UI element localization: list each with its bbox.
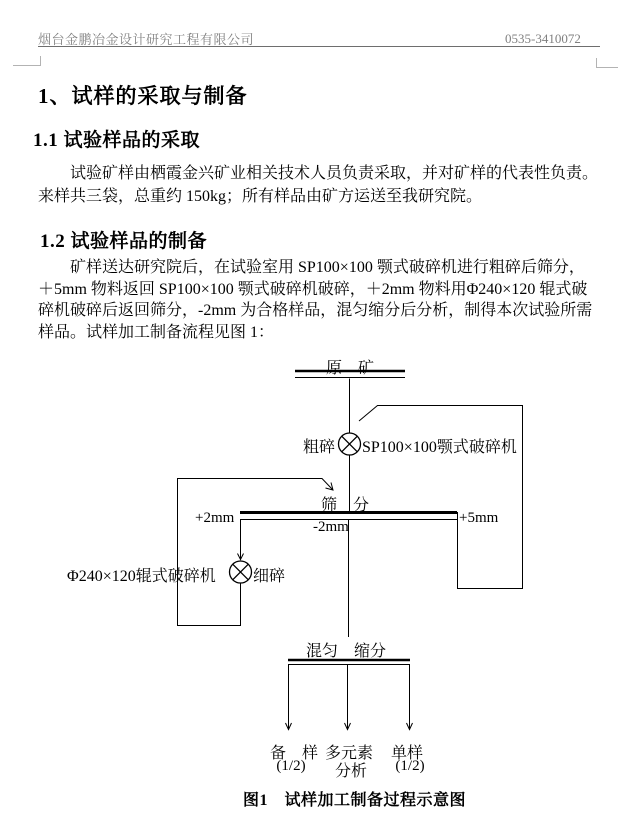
section-heading-1-2: 1.2 试验样品的制备: [40, 231, 208, 252]
label-plus2mm: +2mm: [195, 510, 235, 526]
paragraph-line: 试验矿样由栖霞金兴矿业相关技术人员负责采取，并对矿样的代表性负责。: [70, 165, 599, 182]
node-jaw-crusher: SP100×100颚式破碎机: [362, 439, 517, 456]
plus2-to-roll-line: [238, 520, 244, 560]
node-raw-ore: 原 矿: [325, 360, 374, 377]
paragraph-line: ＋5mm 物料返回 SP100×100 颚式破碎机破碎，＋2mm 物料用Φ240×120 辊式破: [38, 280, 588, 298]
node-single-fraction: (1/2): [395, 758, 425, 774]
label-minus2mm: -2mm: [313, 519, 349, 535]
jaw-crusher-symbol: [339, 433, 361, 455]
node-screen: 筛 分: [321, 497, 370, 514]
node-multi-element: 多元素: [324, 745, 373, 762]
page-title: 1、试样的采取与制备: [38, 84, 248, 108]
node-mix-divide: 混匀 缩分: [306, 643, 387, 660]
paragraph-line: 碎机破碎后返回筛分，-2mm 为合格样品，混匀缩分后分析，制得本次试验所需: [38, 302, 593, 319]
header-rule: [38, 46, 600, 47]
node-roll-crusher: Φ240×120辊式破碎机: [67, 568, 216, 585]
header-phone-number: 0535-3410072: [505, 31, 581, 46]
section-1-1-paragraph: [38, 163, 608, 208]
section-heading-1-1: 1.1 试验样品的采取: [33, 130, 201, 151]
node-single-sample: 单样: [390, 745, 423, 762]
node-reserve-sample: 备 样: [269, 745, 318, 762]
plus5-return-line: [359, 406, 523, 589]
fine-return-line: [178, 479, 334, 626]
node-coarse-crush: 粗碎: [303, 439, 336, 456]
paragraph-line: 来样共三袋，总重约 150kg；所有样品由矿方运送至我研究院。: [38, 187, 483, 205]
margin-mark-right: [596, 58, 618, 68]
paragraph-line: 矿样送达研究院后，在试验室用 SP100×100 颚式破碎机进行粗碎后筛分，: [70, 259, 585, 276]
node-reserve-fraction: (1/2): [276, 758, 306, 774]
paragraph-line: 样品。试样加工制备流程见图 1：: [38, 323, 275, 341]
section-1-2-paragraph: [38, 257, 608, 343]
node-fine-crush: 细碎: [253, 568, 286, 585]
margin-mark-left: [13, 56, 41, 66]
figure-caption: 图1 试样加工制备过程示意图: [243, 792, 467, 809]
label-plus5mm: +5mm: [459, 510, 499, 526]
branch-lines: [286, 665, 413, 730]
node-analysis: 分析: [334, 763, 367, 780]
header-company-name: 烟台金鹏冶金设计研究工程有限公司: [38, 32, 255, 47]
roll-crusher-symbol: [230, 561, 252, 583]
